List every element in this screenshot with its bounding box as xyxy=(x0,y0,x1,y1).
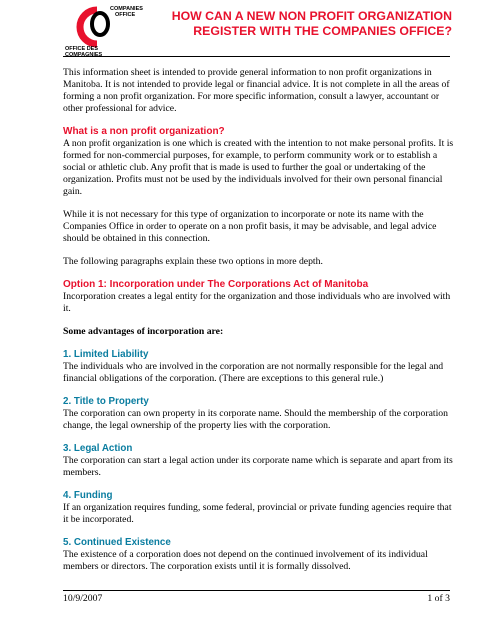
header-divider xyxy=(63,56,450,57)
section-heading-option-1: Option 1: Incorporation under The Corporations Act of Manitoba xyxy=(63,279,369,290)
while-paragraph: While it is not necessary for this type of organization to incorporate or note its name with the Companies Office in order to operate on a non profit basis, it may be advisable, and legal advice should be obtained in this connection. xyxy=(63,209,437,244)
option-1-paragraph: Incorporation creates a legal entity for the organization and those individuals who are involved with it. xyxy=(63,291,451,314)
logo-text-compagnies: COMPAGNIES xyxy=(65,52,103,58)
companies-office-logo xyxy=(63,2,143,60)
advantage-heading-limited-liability: 1. Limited Liability xyxy=(63,349,149,360)
logo-o-shape xyxy=(92,13,108,35)
advantage-text-legal-action: The corporation can start a legal action under its corporate name which is separate and apart from its members. xyxy=(63,455,453,478)
footer-divider xyxy=(63,590,450,591)
following-paragraph: The following paragraphs explain these two options in more depth. xyxy=(63,256,323,267)
advantage-heading-legal-action: 3. Legal Action xyxy=(63,443,133,454)
logo-text-office-des: OFFICE DES xyxy=(65,46,99,52)
advantage-text-funding: If an organization requires funding, some federal, provincial or private funding agencies require that it be incorporated. xyxy=(63,502,452,525)
document-body xyxy=(63,67,455,584)
advantage-heading-title-to-property: 2. Title to Property xyxy=(63,396,149,407)
logo-text-companies: COMPANIES xyxy=(110,6,143,12)
section-heading-what-is: What is a non profit organization? xyxy=(63,126,225,137)
logo-text-office: OFFICE xyxy=(115,12,136,18)
advantage-text-continued-existence: The existence of a corporation does not depend on the continued involvement of its individual members or directors. The corporation exists until it is formally dissolved. xyxy=(63,549,428,572)
footer-date: 10/9/2007 xyxy=(63,593,103,604)
advantage-text-limited-liability: The individuals who are involved in the corporation are not normally responsible for the legal and financial obligations of the corporation. (There are exceptions to this general rule.) xyxy=(63,361,444,384)
logo-graphic xyxy=(63,2,143,60)
what-is-paragraph: A non profit organization is one which is created with the intention to not make personal profits. It is formed for non-commercial purposes, for example, to perform community work or to establish a social or athletic club. Any profit that is made is used to further the goal or undertaking of the organization. Profits must not be used by the individuals involved for their own personal financial gain. xyxy=(63,138,454,197)
intro-paragraph: This information sheet is intended to provide general information to non profit organizations in Manitoba. It is not intended to provide legal or financial advice. It is not complete in all the areas of forming a non profit organization. For more specific information, consult a lawyer, accountant or other professional for advice. xyxy=(63,67,450,114)
page-title xyxy=(150,9,452,39)
footer-page-number: 1 of 3 xyxy=(427,593,450,604)
advantage-text-title-to-property: The corporation can own property in its corporate name. Should the membership of the corporation change, the legal ownership of the property lies with the corporation. xyxy=(63,408,448,431)
page-title-line-2: REGISTER WITH THE COMPANIES OFFICE? xyxy=(193,24,452,38)
advantage-heading-funding: 4. Funding xyxy=(63,490,113,501)
page-title-line-1: HOW CAN A NEW NON PROFIT ORGANIZATION xyxy=(171,9,452,23)
advantage-heading-continued-existence: 5. Continued Existence xyxy=(63,537,171,548)
advantages-heading: Some advantages of incorporation are: xyxy=(63,326,224,337)
